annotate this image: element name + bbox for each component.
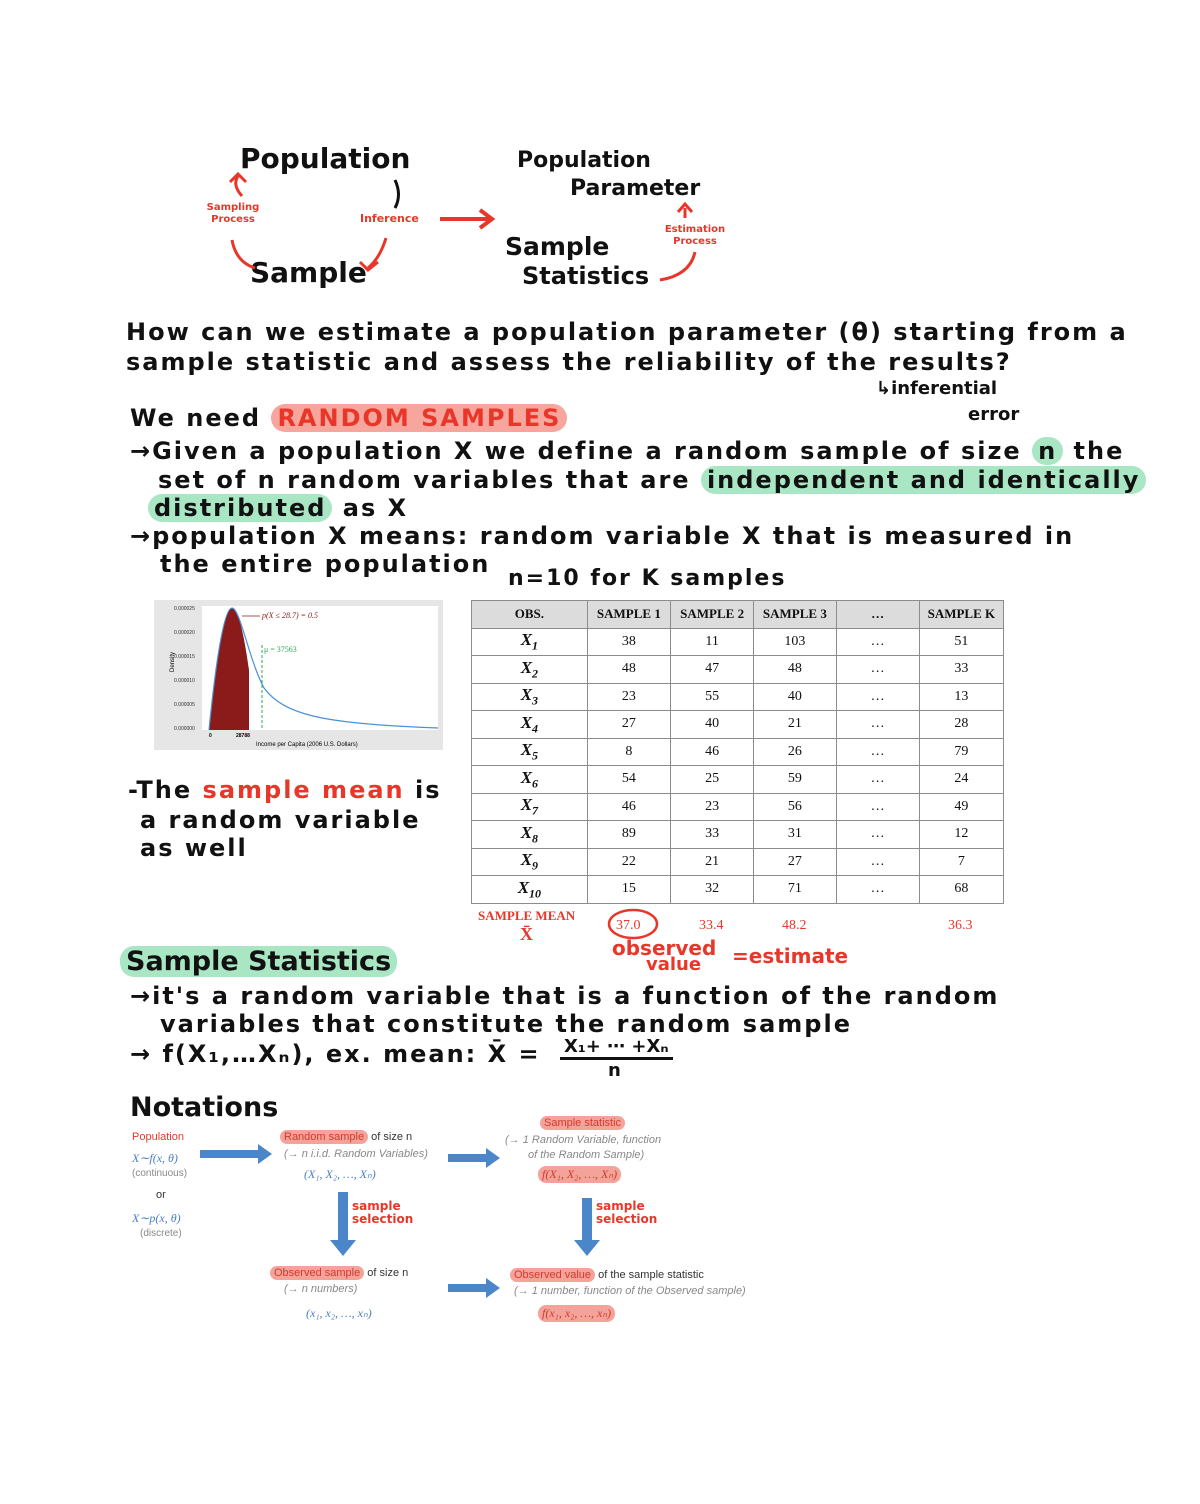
bullet-set-of-variables xyxy=(158,466,1146,494)
header-sample-k: SAMPLE K xyxy=(919,601,1003,629)
observed-text: observed xyxy=(612,936,717,960)
random-sample-highlight: Random sample xyxy=(280,1130,368,1144)
estimate-text: =estimate xyxy=(732,944,849,968)
sample-value-cell: 38 xyxy=(587,628,670,656)
sample-value-cell: … xyxy=(836,793,919,821)
mean-denominator: n xyxy=(608,1060,621,1081)
sample-value-cell: 89 xyxy=(587,821,670,849)
sample-value-cell: 8 xyxy=(587,738,670,766)
observation-label-cell: $X_6$ xyxy=(472,766,588,794)
sample-value-cell: … xyxy=(836,656,919,684)
sample-value-cell: 27 xyxy=(754,848,836,876)
observation-label-cell: $X_3$ xyxy=(472,683,588,711)
observed-sample-highlight: Observed sample xyxy=(270,1266,364,1280)
sample-value-cell: 47 xyxy=(671,656,754,684)
header-ellipsis: … xyxy=(836,601,919,629)
notations-heading: Notations xyxy=(130,1092,279,1123)
sample-value-cell: 33 xyxy=(671,821,754,849)
sample-value-cell: … xyxy=(836,628,919,656)
y-tick: 0.000000 xyxy=(174,726,195,732)
top-diagram-arrows xyxy=(0,0,1200,320)
observation-label-cell: $X_9$ xyxy=(472,848,588,876)
sample-value-cell: … xyxy=(836,711,919,739)
error-note: error xyxy=(968,404,1020,425)
table-row xyxy=(472,793,1004,821)
set-text: set of n random variables that are xyxy=(158,466,691,494)
sample-statistics-label-1: Sample xyxy=(505,232,610,261)
population-notation: Population xyxy=(132,1131,184,1143)
sample-value-cell: 22 xyxy=(587,848,670,876)
mean-lhs: X̄ = xyxy=(487,1040,541,1068)
x-tick: 0 xyxy=(209,733,212,739)
mean-sample-2: 33.4 xyxy=(699,918,724,933)
arrow-right-1 xyxy=(200,1144,272,1164)
estimation-process-label: Estimation Process xyxy=(664,224,726,247)
table-row xyxy=(472,821,1004,849)
sample-value-cell: … xyxy=(836,738,919,766)
y-ticks xyxy=(174,606,195,732)
table-row xyxy=(472,683,1004,711)
observation-label-cell: $X_1$ xyxy=(472,628,588,656)
observation-label-cell: $X_5$ xyxy=(472,738,588,766)
sample-value-cell: 79 xyxy=(919,738,1003,766)
population-parameter-label-1: Population xyxy=(517,148,651,173)
observed-sample-vars: (x₁, x₂, …, xₙ) xyxy=(306,1306,372,1320)
sample-value-cell: 32 xyxy=(671,876,754,904)
side-note-line-3: as well xyxy=(140,834,248,862)
sample-selection-label-2: sample selection xyxy=(596,1199,658,1226)
table-header-row xyxy=(472,601,1004,629)
as-x-text: as X xyxy=(342,494,409,522)
bullet-entire-population: the entire population xyxy=(160,550,491,578)
header-obs: OBS. xyxy=(472,601,588,629)
p-annotation: p(X ≤ 28.7) = 0.5 xyxy=(262,611,319,620)
table-row xyxy=(472,876,1004,904)
sample-value-cell: … xyxy=(836,848,919,876)
sample-value-cell: 27 xyxy=(587,711,670,739)
table-row xyxy=(472,711,1004,739)
observation-label-cell: $X_4$ xyxy=(472,711,588,739)
sample-value-cell: 21 xyxy=(754,711,836,739)
sample-value-cell: 103 xyxy=(754,628,836,656)
inferential-note: ↳inferential xyxy=(876,378,998,399)
sample-value-cell: 26 xyxy=(754,738,836,766)
inference-label: Inference xyxy=(360,212,419,225)
bullet-the-text: the xyxy=(1073,437,1125,465)
sample-value-cell: 25 xyxy=(671,766,754,794)
header-sample-2: SAMPLE 2 xyxy=(671,601,754,629)
pop-discrete-formula: X∼p(x, θ) xyxy=(132,1211,181,1225)
table-row xyxy=(472,766,1004,794)
side-note-line-2: a random variable xyxy=(140,806,421,834)
sample-value-cell: 7 xyxy=(919,848,1003,876)
sample-value-cell: 23 xyxy=(671,793,754,821)
sample-value-cell: 21 xyxy=(671,848,754,876)
sample-statistic-function: f(X₁, X₂, …, Xₙ) xyxy=(538,1166,621,1183)
stat-bullet-3 xyxy=(130,1040,541,1068)
table-row xyxy=(472,848,1004,876)
random-samples-highlight: RANDOM SAMPLES xyxy=(271,404,567,432)
f-of-x-text: → f(X₁,…Xₙ), ex. mean: xyxy=(130,1040,478,1068)
sample-value-cell: 40 xyxy=(754,683,836,711)
arrow-right-2 xyxy=(448,1148,500,1168)
observed-sample-note: (→ n numbers) xyxy=(284,1283,358,1295)
question-line-2: sample statistic and assess the reliability of the results? xyxy=(126,348,1012,376)
sample-value-cell: 48 xyxy=(587,656,670,684)
sample-selection-label-1: sample selection xyxy=(352,1199,414,1226)
table-row xyxy=(472,738,1004,766)
table-row xyxy=(472,628,1004,656)
y-axis-label: Density xyxy=(170,651,176,672)
observed-value-note: (→ 1 number, function of the Observed sample) xyxy=(514,1285,746,1297)
sample-value-cell: 51 xyxy=(919,628,1003,656)
sample-value-cell: 23 xyxy=(587,683,670,711)
sample-value-cell: 46 xyxy=(671,738,754,766)
side-note-the: -The xyxy=(128,776,193,804)
bullet-given-population xyxy=(130,437,1124,465)
arrow-down-2 xyxy=(574,1198,600,1256)
random-sample-rest: of size n xyxy=(371,1131,413,1143)
table-row xyxy=(472,656,1004,684)
sample-label: Sample xyxy=(250,256,367,289)
sample-value-cell: 12 xyxy=(919,821,1003,849)
mean-numerator: X₁+ ⋯ +Xₙ xyxy=(560,1036,673,1060)
observation-label-cell: $X_8$ xyxy=(472,821,588,849)
bullet-population-means: →population X means: random variable X that is measured in xyxy=(130,522,1075,550)
stat-bullet-2: variables that constitute the random sample xyxy=(160,1010,852,1038)
y-tick: 0.000010 xyxy=(174,678,195,684)
sample-value-cell: 68 xyxy=(919,876,1003,904)
density-chart-svg xyxy=(154,600,443,750)
bullet-distributed xyxy=(148,494,408,522)
sample-value-cell: 71 xyxy=(754,876,836,904)
distributed-highlight: distributed xyxy=(148,494,332,522)
header-sample-1: SAMPLE 1 xyxy=(587,601,670,629)
we-need-text: We need xyxy=(130,404,262,432)
sample-statistic-highlight: Sample statistic xyxy=(540,1116,625,1130)
population-label: Population xyxy=(240,142,411,175)
density-chart xyxy=(154,600,443,750)
sample-value-cell: 15 xyxy=(587,876,670,904)
table-body xyxy=(472,628,1004,903)
observation-label-cell: $X_{10}$ xyxy=(472,876,588,904)
mu-annotation: μ = 37563 xyxy=(264,645,297,654)
or-text: or xyxy=(156,1189,166,1201)
observed-value-rest: of the sample statistic xyxy=(598,1269,704,1281)
sample-statistics-heading xyxy=(120,946,397,977)
sample-value-cell: 56 xyxy=(754,793,836,821)
sample-value-cell: 49 xyxy=(919,793,1003,821)
observation-label-cell: $X_2$ xyxy=(472,656,588,684)
sample-statistic-note-1: (→ 1 Random Variable, function xyxy=(505,1134,662,1146)
arrow-right-3 xyxy=(448,1278,500,1298)
y-tick: 0.000015 xyxy=(174,654,195,660)
x-axis-label: Income per Capita (2006 U.S. Dollars) xyxy=(256,742,358,748)
sample-value-cell: … xyxy=(836,683,919,711)
stat-bullet-1: →it's a random variable that is a function of the random xyxy=(130,982,1000,1010)
sample-value-cell: 31 xyxy=(754,821,836,849)
sample-value-cell: 11 xyxy=(671,628,754,656)
observed-sample-rest: of size n xyxy=(367,1267,409,1279)
pop-continuous-note: (continuous) xyxy=(132,1168,188,1179)
side-note-line-1 xyxy=(128,776,442,804)
notation-arrows xyxy=(0,1100,1200,1300)
population-parameter-label-2: Parameter xyxy=(570,176,701,201)
sample-value-cell: 33 xyxy=(919,656,1003,684)
sample-value-cell: 55 xyxy=(671,683,754,711)
iid-highlight: independent and identically xyxy=(701,466,1147,494)
sample-value-cell: … xyxy=(836,766,919,794)
x-tick: 28788 xyxy=(236,733,250,739)
random-sample-note: (→ n i.i.d. Random Variables) xyxy=(284,1148,428,1160)
sample-value-cell: 54 xyxy=(587,766,670,794)
side-note-is: is xyxy=(414,776,442,804)
sample-mean-label: SAMPLE MEAN xyxy=(478,908,576,923)
sample-value-cell: 40 xyxy=(671,711,754,739)
bullet-given-text: →Given a population X we define a random sample of size xyxy=(130,437,1022,465)
sample-mean-text: sample mean xyxy=(202,776,405,804)
observed-value-highlight: Observed value xyxy=(510,1268,595,1282)
random-sample-vars: (X₁, X₂, …, Xₙ) xyxy=(304,1167,376,1181)
samples-table xyxy=(471,600,1004,904)
mean-sample-1: 37.0 xyxy=(616,918,641,933)
mean-sample-3: 48.2 xyxy=(782,918,807,933)
size-n-highlight: n xyxy=(1032,437,1063,465)
table-caption: n=10 for K samples xyxy=(508,566,787,591)
value-text: value xyxy=(646,954,702,975)
sample-value-cell: 13 xyxy=(919,683,1003,711)
mean-sample-k: 36.3 xyxy=(948,918,973,933)
random-samples-line xyxy=(130,404,567,432)
y-tick: 0.000005 xyxy=(174,702,195,708)
sample-value-cell: … xyxy=(836,876,919,904)
sampling-process-label: Sampling Process xyxy=(206,202,260,225)
pop-continuous-formula: X∼f(x, θ) xyxy=(132,1151,178,1165)
observed-value-function: f(x₁, x₂, …, xₙ) xyxy=(538,1305,615,1322)
sample-value-cell: 24 xyxy=(919,766,1003,794)
x-bar-symbol: X̄ xyxy=(520,924,533,944)
y-tick: 0.000025 xyxy=(174,606,195,612)
header-sample-3: SAMPLE 3 xyxy=(754,601,836,629)
sample-value-cell: 46 xyxy=(587,793,670,821)
y-tick: 0.000020 xyxy=(174,630,195,636)
sample-value-cell: 59 xyxy=(754,766,836,794)
question-line-1: How can we estimate a population parameter (θ) starting from a xyxy=(126,318,1128,346)
pop-discrete-note: (discrete) xyxy=(140,1228,182,1239)
sample-statistic-note-2: of the Random Sample) xyxy=(528,1149,645,1161)
sample-value-cell: … xyxy=(836,821,919,849)
sample-statistics-heading-text: Sample Statistics xyxy=(120,946,397,977)
sample-statistics-label-2: Statistics xyxy=(522,262,650,290)
sample-value-cell: 28 xyxy=(919,711,1003,739)
observation-label-cell: $X_7$ xyxy=(472,793,588,821)
arrow-down-1 xyxy=(330,1192,356,1256)
sample-value-cell: 48 xyxy=(754,656,836,684)
